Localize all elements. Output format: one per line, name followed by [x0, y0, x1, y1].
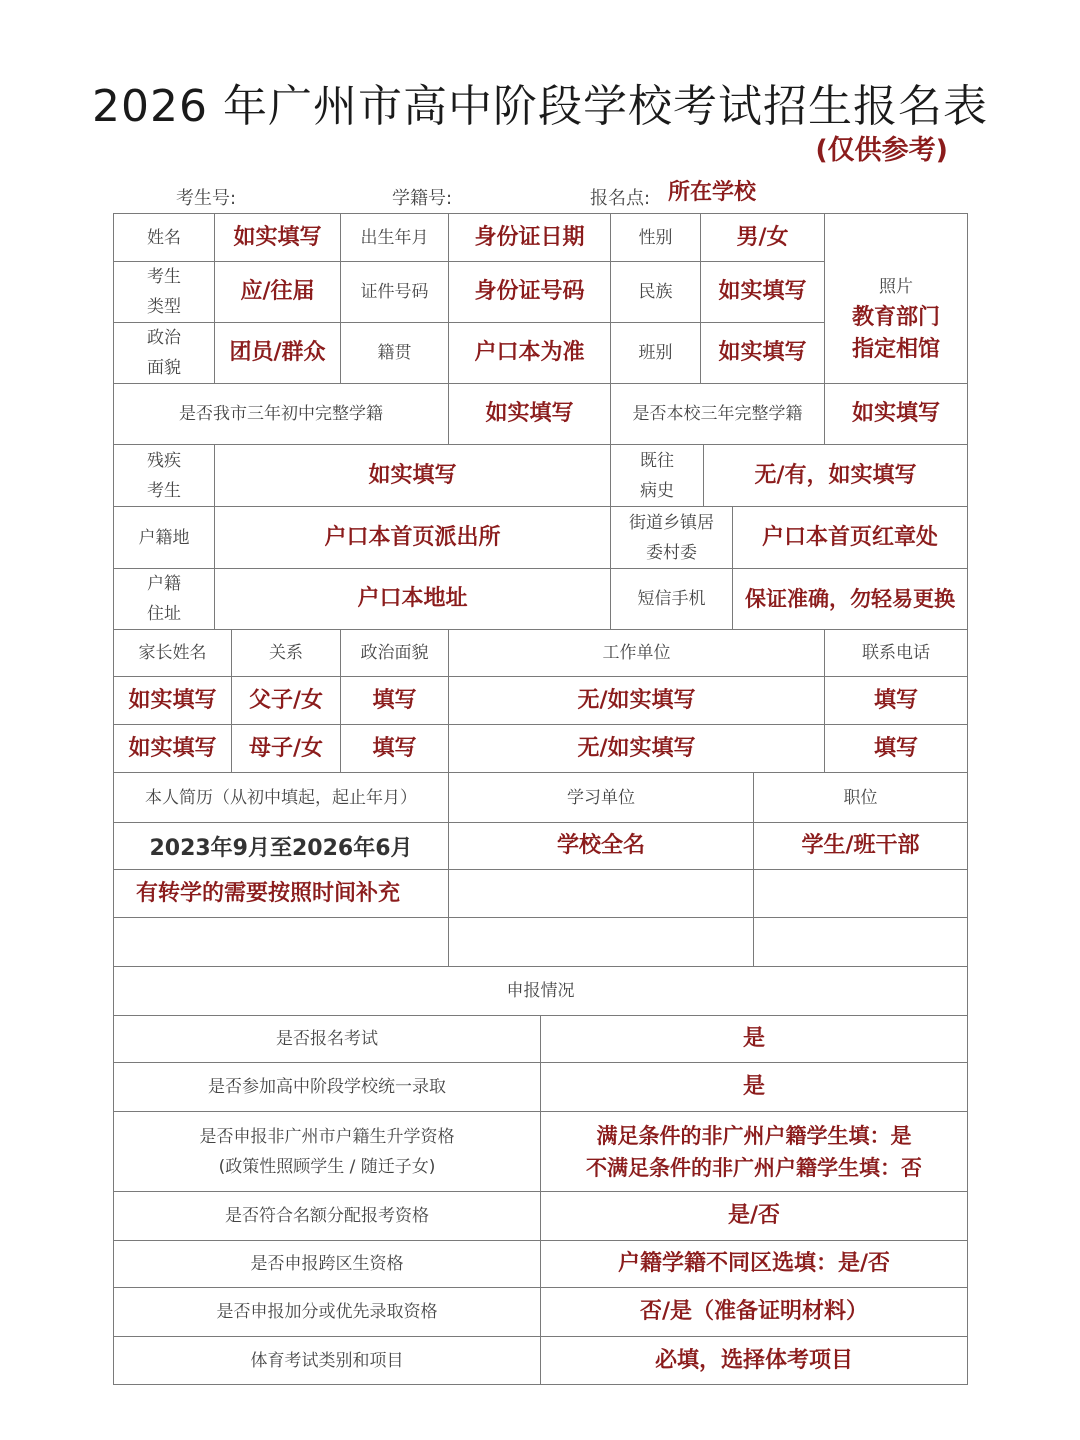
registration-site-label: 报名点: [590, 188, 651, 209]
resume-school[interactable]: 学校全名 [448, 822, 754, 870]
student-id-label: 学籍号: [392, 188, 453, 209]
street-label: 街道乡镇居委村委 [610, 506, 733, 569]
position-header: 职位 [753, 772, 968, 823]
history-field[interactable]: 无/有，如实填写 [703, 444, 968, 507]
study-unit-header: 学习单位 [448, 772, 754, 823]
parent-name-header: 家长姓名 [113, 629, 232, 677]
resume-empty-unit-1[interactable] [448, 869, 754, 918]
decl-quota-value[interactable]: 是/否 [540, 1191, 968, 1241]
address-field[interactable]: 户口本地址 [214, 568, 611, 630]
disabled-label: 残疾考生 [113, 444, 215, 507]
contact-phone-header: 联系电话 [824, 629, 968, 677]
city-record-label: 是否我市三年初中完整学籍 [113, 383, 449, 445]
photo-label: 照片 [879, 276, 913, 297]
class-label: 班别 [610, 322, 701, 384]
decl-nonlocal-label-line2: (政策性照顾学生 / 随迁子女) [218, 1156, 436, 1177]
form-title: 2026 年广州市高中阶段学校考试招生报名表 [92, 81, 988, 132]
type-field[interactable]: 应/往届 [214, 261, 341, 323]
decl-nonlocal-value-line1: 满足条件的非广州户籍学生填：是 [596, 1123, 912, 1148]
name-label: 姓名 [113, 213, 215, 262]
parent1-relation[interactable]: 父子/女 [231, 676, 341, 725]
ethnic-field[interactable]: 如实填写 [700, 261, 825, 323]
photo-instruction: 教育部门指定相馆 [851, 304, 940, 362]
phone-label: 短信手机 [610, 568, 733, 630]
parent2-name[interactable]: 如实填写 [113, 724, 232, 773]
resume-empty-period-2[interactable] [113, 917, 449, 967]
decl-crossdistrict-label: 是否申报跨区生资格 [113, 1240, 541, 1288]
id-label: 证件号码 [340, 261, 449, 323]
declaration-title: 申报情况 [113, 966, 968, 1016]
history-label: 既往病史 [610, 444, 704, 507]
resume-empty-unit-2[interactable] [448, 917, 754, 967]
decl-bonus-value[interactable]: 否/是（准备证明材料） [540, 1287, 968, 1337]
huji-label: 户籍地 [113, 506, 215, 569]
ethnic-label: 民族 [610, 261, 701, 323]
resume-period[interactable]: 2023年9月至2026年6月 [113, 822, 449, 870]
decl-admission-value[interactable]: 是 [540, 1062, 968, 1112]
origin-field[interactable]: 户口本为准 [448, 322, 611, 384]
resume-empty-position-2[interactable] [753, 917, 968, 967]
decl-bonus-label: 是否申报加分或优先录取资格 [113, 1287, 541, 1337]
workplace-header: 工作单位 [448, 629, 825, 677]
id-field[interactable]: 身份证号码 [448, 261, 611, 323]
decl-pe-label: 体育考试类别和项目 [113, 1336, 541, 1385]
relation-header: 关系 [231, 629, 341, 677]
resume-header: 本人简历（从初中填起，起止年月） [113, 772, 449, 823]
registration-site-value: 所在学校 [668, 180, 757, 205]
origin-label: 籍贯 [340, 322, 449, 384]
address-label: 户籍住址 [113, 568, 215, 630]
parent2-political[interactable]: 填写 [340, 724, 449, 773]
decl-quota-label: 是否符合名额分配报考资格 [113, 1191, 541, 1241]
parent1-workplace[interactable]: 无/如实填写 [448, 676, 825, 725]
resume-position[interactable]: 学生/班干部 [753, 822, 968, 870]
parent-political-header: 政治面貌 [340, 629, 449, 677]
class-field[interactable]: 如实填写 [700, 322, 825, 384]
resume-empty-position-1[interactable] [753, 869, 968, 918]
decl-crossdistrict-value[interactable]: 户籍学籍不同区选填：是/否 [540, 1240, 968, 1288]
political-label: 政治面貌 [113, 322, 215, 384]
decl-admission-label: 是否参加高中阶段学校统一录取 [113, 1062, 541, 1112]
parent2-workplace[interactable]: 无/如实填写 [448, 724, 825, 773]
gender-field[interactable]: 男/女 [700, 213, 825, 262]
city-record-field[interactable]: 如实填写 [448, 383, 611, 445]
disabled-field[interactable]: 如实填写 [214, 444, 611, 507]
political-field[interactable]: 团员/群众 [214, 322, 341, 384]
phone-field[interactable]: 保证准确，勿轻易更换 [732, 568, 968, 630]
decl-nonlocal-label-line1: 是否申报非广州市户籍生升学资格 [199, 1126, 455, 1147]
decl-register-value[interactable]: 是 [540, 1015, 968, 1063]
birth-label: 出生年月 [340, 213, 449, 262]
birth-field[interactable]: 身份证日期 [448, 213, 611, 262]
street-field[interactable]: 户口本首页红章处 [732, 506, 968, 569]
decl-nonlocal-label [113, 1111, 541, 1192]
photo-box[interactable] [824, 213, 968, 384]
form-subtitle: (仅供参考) [815, 135, 948, 166]
decl-register-label: 是否报名考试 [113, 1015, 541, 1063]
decl-pe-value[interactable]: 必填，选择体考项目 [540, 1336, 968, 1385]
resume-transfer-note[interactable]: 有转学的需要按照时间补充 [113, 869, 449, 918]
parent2-relation[interactable]: 母子/女 [231, 724, 341, 773]
school-record-label: 是否本校三年完整学籍 [610, 383, 825, 445]
parent2-phone[interactable]: 填写 [824, 724, 968, 773]
gender-label: 性别 [610, 213, 701, 262]
parent1-political[interactable]: 填写 [340, 676, 449, 725]
school-record-field[interactable]: 如实填写 [824, 383, 968, 445]
decl-nonlocal-value-line2: 不满足条件的非广州户籍学生填：否 [586, 1155, 922, 1180]
name-field[interactable]: 如实填写 [214, 213, 341, 262]
type-label: 考生类型 [113, 261, 215, 323]
decl-nonlocal-value[interactable] [540, 1111, 968, 1192]
huji-field[interactable]: 户口本首页派出所 [214, 506, 611, 569]
parent1-phone[interactable]: 填写 [824, 676, 968, 725]
exam-number-label: 考生号: [176, 188, 237, 209]
parent1-name[interactable]: 如实填写 [113, 676, 232, 725]
